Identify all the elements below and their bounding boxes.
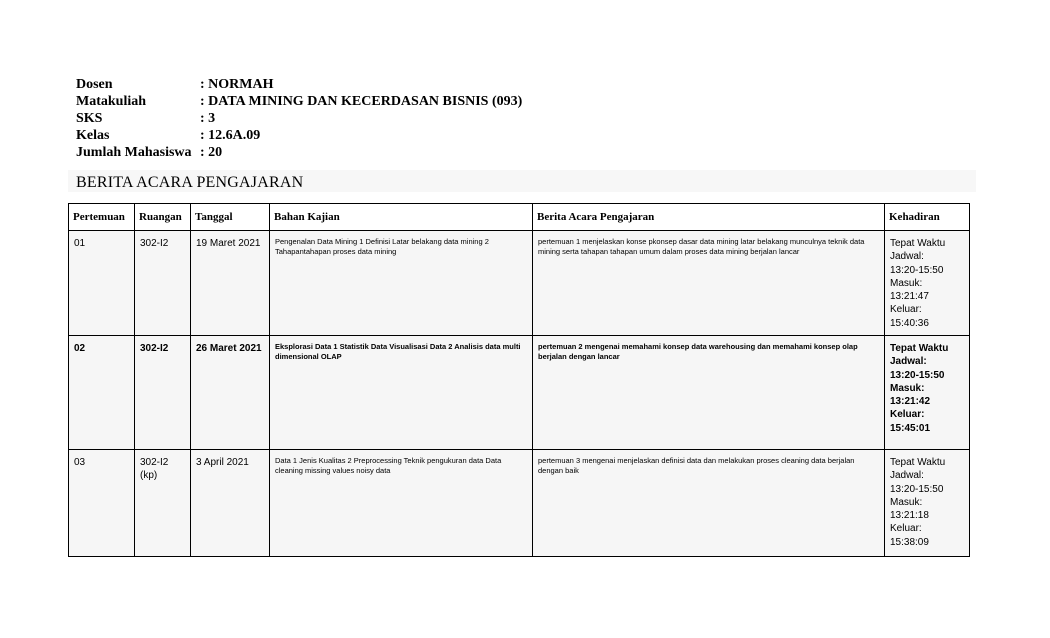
presence-out-label: Keluar:: [890, 409, 925, 421]
info-row-jumlah-mahasiswa: [76, 144, 522, 161]
header-tanggal: Tanggal: [191, 204, 270, 231]
presence-status: Tepat Waktu: [890, 238, 946, 249]
presence-out-value: 15:45:01: [890, 422, 931, 434]
presence-out-label: Keluar:: [890, 304, 922, 316]
info-row-matakuliah: [76, 93, 522, 110]
cell-bahan-kajian: Eksplorasi Data 1 Statistik Data Visualisasi Data 2 Analisis data multi dimensional OLAP: [270, 336, 533, 450]
presence-schedule-label: Jadwal:: [890, 470, 924, 482]
cell-tanggal: 26 Maret 2021: [191, 336, 270, 450]
presence-out-value: 15:40:36: [890, 317, 929, 329]
presence-status: Tepat Waktu: [890, 343, 949, 354]
header-kehadiran: Kehadiran: [885, 204, 970, 231]
cell-kehadiran: [885, 336, 970, 450]
presence-status: Tepat Waktu: [890, 457, 946, 468]
cell-tanggal: 19 Maret 2021: [191, 231, 270, 336]
presence-schedule-label: Jadwal:: [890, 251, 924, 263]
info-label: SKS: [76, 111, 103, 126]
presence-in-label: Masuk:: [890, 277, 923, 289]
cell-kehadiran: [885, 231, 970, 336]
info-value: : NORMAH: [200, 77, 274, 92]
cell-pertemuan: 02: [69, 336, 135, 450]
cell-ruangan: 302-I2: [135, 336, 191, 450]
info-label: Dosen: [76, 77, 113, 92]
presence-in-value: 13:21:42: [890, 396, 931, 408]
cell-berita-acara: pertemuan 2 mengenai memahami konsep data warehousing dan memahami konsep olap berjalan dengan lancar: [533, 336, 885, 450]
cell-pertemuan: 01: [69, 231, 135, 336]
info-row-dosen: [76, 76, 522, 93]
header-ruangan: Ruangan: [135, 204, 191, 231]
course-info: [76, 76, 522, 161]
info-label: Jumlah Mahasiswa: [76, 145, 192, 160]
header-bahan-kajian: Bahan Kajian: [270, 204, 533, 231]
presence-schedule-value: 13:20-15:50: [890, 264, 944, 276]
table-row: [69, 336, 970, 450]
table-header-row: [69, 204, 970, 231]
presence-in-label: Masuk:: [890, 382, 925, 394]
info-row-sks: [76, 110, 522, 127]
table-row: [69, 231, 970, 336]
info-row-kelas: [76, 127, 522, 144]
presence-in-value: 13:21:47: [890, 291, 929, 303]
cell-bahan-kajian: Pengenalan Data Mining 1 Definisi Latar belakang data mining 2 Tahapantahapan proses data mining: [270, 231, 533, 336]
header-berita-acara: Berita Acara Pengajaran: [533, 204, 885, 231]
presence-schedule-label: Jadwal:: [890, 356, 927, 368]
cell-berita-acara: pertemuan 3 mengenai menjelaskan definisi data dan melakukan proses cleaning data berjalan dengan baik: [533, 450, 885, 557]
section-title: BERITA ACARA PENGAJARAN: [68, 170, 976, 192]
info-value: : 3: [200, 111, 216, 126]
cell-bahan-kajian: Data 1 Jenis Kualitas 2 Preprocessing Teknik pengukuran data Data cleaning missing values noisy data: [270, 450, 533, 557]
cell-kehadiran: [885, 450, 970, 557]
cell-pertemuan: 03: [69, 450, 135, 557]
info-value: : 20: [200, 145, 223, 160]
info-label: Matakuliah: [76, 94, 147, 109]
info-label: Kelas: [76, 128, 110, 143]
presence-in-label: Masuk:: [890, 496, 923, 508]
cell-tanggal: 3 April 2021: [191, 450, 270, 557]
presence-schedule-value: 13:20-15:50: [890, 483, 944, 495]
presence-in-value: 13:21:18: [890, 510, 929, 522]
presence-out-label: Keluar:: [890, 523, 922, 535]
header-pertemuan: Pertemuan: [69, 204, 135, 231]
info-value: : 12.6A.09: [200, 128, 261, 143]
cell-berita-acara: pertemuan 1 menjelaskan konse pkonsep dasar data mining latar belakang munculnya teknik data mining serta tahapan tahapan umum dalam proses data mining berjalan lancar: [533, 231, 885, 336]
cell-ruangan: 302-I2 (kp): [135, 450, 191, 557]
info-value: : DATA MINING DAN KECERDASAN BISNIS (093): [200, 94, 523, 109]
cell-ruangan: 302-I2: [135, 231, 191, 336]
teaching-report-table: [68, 203, 970, 557]
presence-out-value: 15:38:09: [890, 536, 929, 548]
table-row: [69, 450, 970, 557]
presence-schedule-value: 13:20-15:50: [890, 369, 945, 381]
